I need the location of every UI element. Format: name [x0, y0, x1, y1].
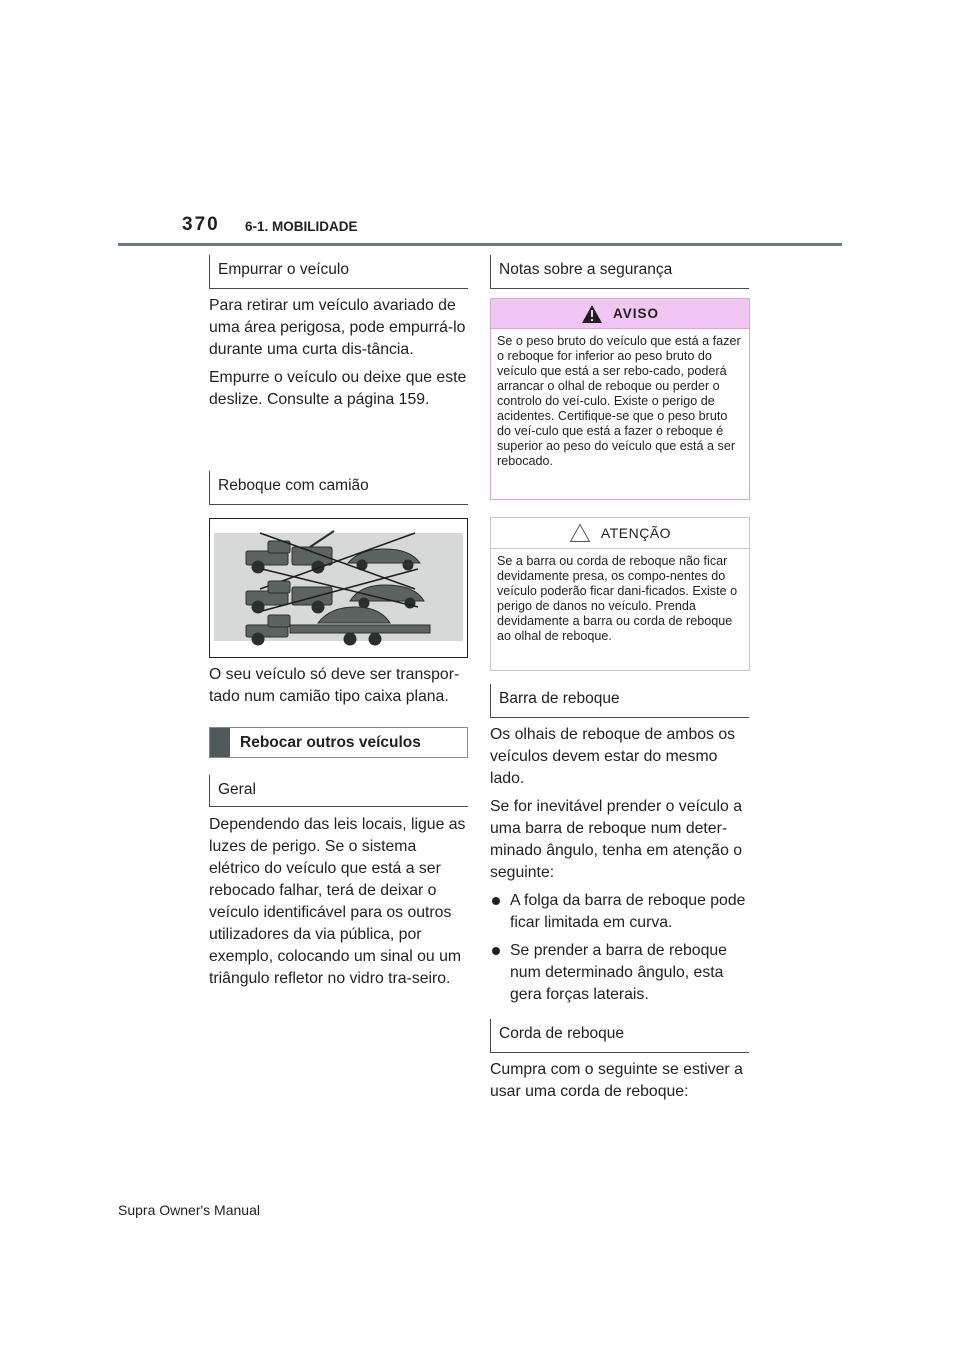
- tow-bar-text: [490, 724, 755, 1012]
- warning-header: [491, 299, 749, 329]
- flatbed-truck-figure: [209, 518, 468, 658]
- tow-others-heading: Rebocar outros veículos: [240, 734, 421, 751]
- caution-title: ATENÇÃO: [600, 525, 672, 541]
- caution-header: [491, 518, 749, 549]
- warning-text: Se o peso bruto do veículo que está a fazer o reboque for inferior ao peso bruto do veículo que está a ser rebo-cado, poderá arrancar o olhal de reboque ou perder o controlo do veí-culo. Existe o perigo de acidentes. Certifique-se que o peso bruto do veí-culo que está a fazer o reboque é superior ao peso do veículo que está a ser rebocado.: [497, 334, 741, 468]
- push-vehicle-paragraph-1: Para retirar um veículo avariado de uma área perigosa, pode empurrá-lo durante uma curta dis-tância.: [209, 297, 466, 358]
- safety-notes-heading: Notas sobre a segurança: [490, 255, 749, 289]
- tow-bar-bullet-2: Se prender a barra de reboque num determinado ângulo, esta gera forças laterais.: [492, 940, 755, 1006]
- warning-triangle-icon: [581, 304, 603, 324]
- push-vehicle-heading: Empurrar o veículo: [209, 255, 468, 289]
- warning-box: [490, 298, 750, 500]
- push-vehicle-paragraph-2: Empurre o veículo ou deixe que este deslize. Consulte a página 159.: [209, 369, 467, 408]
- push-vehicle-text: [209, 295, 471, 417]
- tow-rope-heading: Corda de reboque: [490, 1019, 749, 1053]
- header-rule: [118, 243, 842, 246]
- tow-bar-paragraph-1: Os olhais de reboque de ambos os veículos devem estar do mesmo lado.: [490, 726, 736, 787]
- general-text: Dependendo das leis locais, ligue as luzes de perigo. Se o sistema elétrico do veículo que está a ser rebocado falhar, terá de deixar o veículo identificável para os outros utilizadores da via pública, por exemplo, colocando um sinal ou um triângulo refletor no vidro tra-seiro.: [209, 816, 466, 987]
- tow-bar-paragraph-2: Se for inevitável prender o veículo a uma barra de reboque num deter-minado ângulo, tenha em atenção o seguinte:: [490, 798, 743, 881]
- tow-bar-bullet-1: A folga da barra de reboque pode ficar limitada em curva.: [492, 890, 755, 934]
- tow-others-heading-box: [209, 727, 468, 758]
- truck-towing-heading: Reboque com camião: [209, 471, 468, 505]
- caution-text: Se a barra ou corda de reboque não ficar devidamente presa, os compo-nentes do veículo poderão ficar dani-ficados. Existe o perigo de danos no veículo. Prenda devidamente a barra ou corda de reboque ao olhal de reboque.: [497, 554, 738, 643]
- footer-manual-title: Supra Owner's Manual: [118, 1202, 260, 1218]
- general-heading: Geral: [209, 775, 468, 807]
- warning-title: AVISO: [612, 306, 659, 321]
- heading-bar: [210, 728, 230, 757]
- page-number: 370: [182, 214, 220, 235]
- caution-triangle-icon: [569, 523, 591, 543]
- tow-bar-heading: Barra de reboque: [490, 684, 749, 718]
- tow-rope-text: Cumpra com o seguinte se estiver a usar uma corda de reboque:: [490, 1061, 743, 1100]
- truck-caption: O seu veículo só deve ser transpor-tado num camião tipo caixa plana.: [209, 666, 460, 705]
- caution-box: [490, 517, 750, 671]
- towing-illustration: [210, 519, 467, 657]
- section-title: 6-1. MOBILIDADE: [245, 219, 358, 234]
